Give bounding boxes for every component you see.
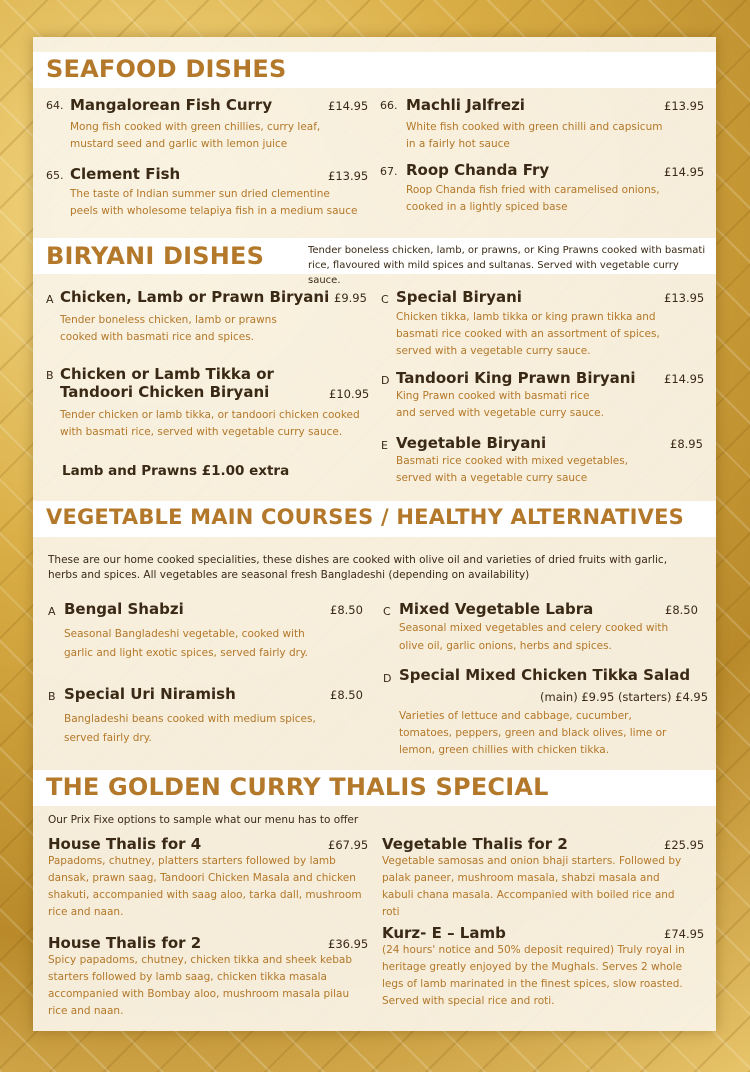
item-name: Tandoori King Prawn Biryani	[396, 369, 636, 387]
item-name: Chicken, Lamb or Prawn Biryani	[60, 288, 330, 306]
item-price: £8.50	[665, 603, 698, 617]
thali-description: Vegetable samosas and onion bhaji starters. Followed by palak paneer, mushroom masala, shabzi masala and kabuli chana masala. Accompanied with boiled rice and roti	[382, 855, 682, 918]
thalis-intro: Our Prix Fixe options to sample what our menu has to offer	[48, 814, 359, 826]
item-description: Bangladeshi beans cooked with medium spices, served fairly dry.	[64, 713, 316, 744]
item-number: 65.	[46, 169, 64, 182]
item-name: Vegetable Biryani	[396, 434, 547, 452]
thali-price: £74.95	[664, 927, 705, 941]
item-price: £10.95	[329, 387, 370, 401]
item-letter: A	[46, 293, 54, 306]
thali-name: Vegetable Thalis for 2	[382, 835, 568, 853]
item-letter: B	[48, 690, 56, 703]
item-letter: B	[46, 369, 54, 382]
item-number: 67.	[380, 165, 398, 178]
item-name: Clement Fish	[70, 165, 181, 183]
item-name: Mangalorean Fish Curry	[70, 96, 273, 114]
item-letter: A	[48, 605, 56, 618]
thali-description: Spicy papadoms, chutney, chicken tikka and sheek kebab starters followed by lamb saag, chicken tikka masala accompanied with Bombay aloo, mushroom masala pilau rice and naan.	[48, 954, 352, 1017]
item-description: Mong fish cooked with green chillies, curry leaf, mustard seed and garlic with lemon juice	[70, 121, 321, 150]
item-name: Roop Chanda Fry	[406, 161, 550, 179]
item-letter: E	[381, 439, 388, 452]
item-number: 66.	[380, 99, 398, 112]
item-letter: D	[381, 374, 390, 387]
thali-description: Papadoms, chutney, platters starters followed by lamb dansak, prawn saag, Tandoori Chicken Masala and chicken shakuti, accompanied with saag aloo, tarka dall, mushroom rice and naan.	[48, 855, 362, 918]
item-price: £13.95	[664, 291, 705, 305]
item-description: Basmati rice cooked with mixed vegetables, served with a vegetable curry sauce	[396, 455, 629, 484]
thali-name: House Thalis for 2	[48, 934, 202, 952]
item-description: Varieties of lettuce and cabbage, cucumber, tomatoes, peppers, green and black olives, lime or lemon, green chillies with chicken tikka.	[399, 710, 667, 756]
item-name-line2: Tandoori Chicken Biryani	[60, 383, 270, 401]
item-price: £8.50	[330, 603, 363, 617]
item-description: Seasonal Bangladeshi vegetable, cooked with garlic and light exotic spices, served fairly dry.	[64, 628, 309, 659]
item-price: £14.95	[664, 372, 705, 386]
item-description: White fish cooked with green chilli and capsicum in a fairly hot sauce	[406, 121, 663, 150]
item-name-line1: Chicken or Lamb Tikka or	[60, 365, 274, 383]
biryani-intro: Tender boneless chicken, lamb, or prawns, or King Prawns cooked with basmati rice, flavoured with mild spices and sultanas. Served with vegetable curry sauce.	[308, 245, 706, 286]
item-name: Bengal Shabzi	[64, 600, 184, 618]
item-price: £9.95	[334, 291, 367, 305]
item-price: £14.95	[328, 99, 369, 113]
vegetable-intro: These are our home cooked specialities, these dishes are cooked with olive oil and varieties of dried fruits with garlic, herbs and spices. All vegetables are seasonal fresh Bangladeshi (depending on availability)	[48, 554, 668, 581]
thali-price: £36.95	[328, 937, 369, 951]
item-name: Machli Jalfrezi	[406, 96, 525, 114]
item-price: £13.95	[328, 169, 369, 183]
item-number: 64.	[46, 99, 64, 112]
item-letter: D	[383, 672, 392, 685]
seafood-heading: SEAFOOD DISHES	[46, 55, 287, 83]
item-description: Roop Chanda fish fried with caramelised onions, cooked in a lightly spiced base	[406, 184, 660, 213]
item-description: King Prawn cooked with basmati rice and served with vegetable curry sauce.	[396, 390, 604, 419]
item-description: Tender boneless chicken, lamb or prawns cooked with basmati rice and spices.	[60, 314, 277, 343]
thali-price: £25.95	[664, 838, 705, 852]
item-description: Tender chicken or lamb tikka, or tandoori chicken cooked with basmati rice, served with vegetable curry sauce.	[60, 409, 360, 438]
vegetable-heading: VEGETABLE MAIN COURSES / HEALTHY ALTERNATIVES	[46, 505, 684, 529]
biryani-extra-note: Lamb and Prawns £1.00 extra	[62, 463, 290, 479]
item-price: £8.50	[330, 688, 363, 702]
item-name: Special Uri Niramish	[64, 685, 236, 703]
item-price: £14.95	[664, 165, 705, 179]
thali-name: Kurz- E – Lamb	[382, 924, 506, 942]
item-description: Seasonal mixed vegetables and celery cooked with olive oil, garlic onions, herbs and spices.	[399, 622, 669, 652]
item-name: Special Biryani	[396, 288, 522, 306]
thali-description: (24 hours' notice and 50% deposit required) Truly royal in heritage greatly enjoyed by the Mughals. Serves 2 whole legs of lamb marinated in the finest spices, slow roasted. Served with special rice and roti.	[382, 944, 685, 1007]
item-description: The taste of Indian summer sun dried clementine peels with wholesome telapiya fish in a medium sauce	[70, 188, 358, 217]
thali-price: £67.95	[328, 838, 369, 852]
thali-name: House Thalis for 4	[48, 835, 202, 853]
item-name: Mixed Vegetable Labra	[399, 600, 594, 618]
item-letter: C	[383, 605, 391, 618]
biryani-heading: BIRYANI DISHES	[46, 242, 265, 270]
item-description: Chicken tikka, lamb tikka or king prawn tikka and basmati rice cooked with an assortment of spices, served with a vegetable curry sauce.	[396, 311, 660, 357]
item-name: Special Mixed Chicken Tikka Salad	[399, 666, 691, 684]
item-price: (main) £9.95 (starters) £4.95	[540, 690, 709, 704]
item-price: £13.95	[664, 99, 705, 113]
thalis-heading: THE GOLDEN CURRY THALIS SPECIAL	[46, 773, 549, 801]
item-letter: C	[381, 293, 389, 306]
item-price: £8.95	[670, 437, 703, 451]
